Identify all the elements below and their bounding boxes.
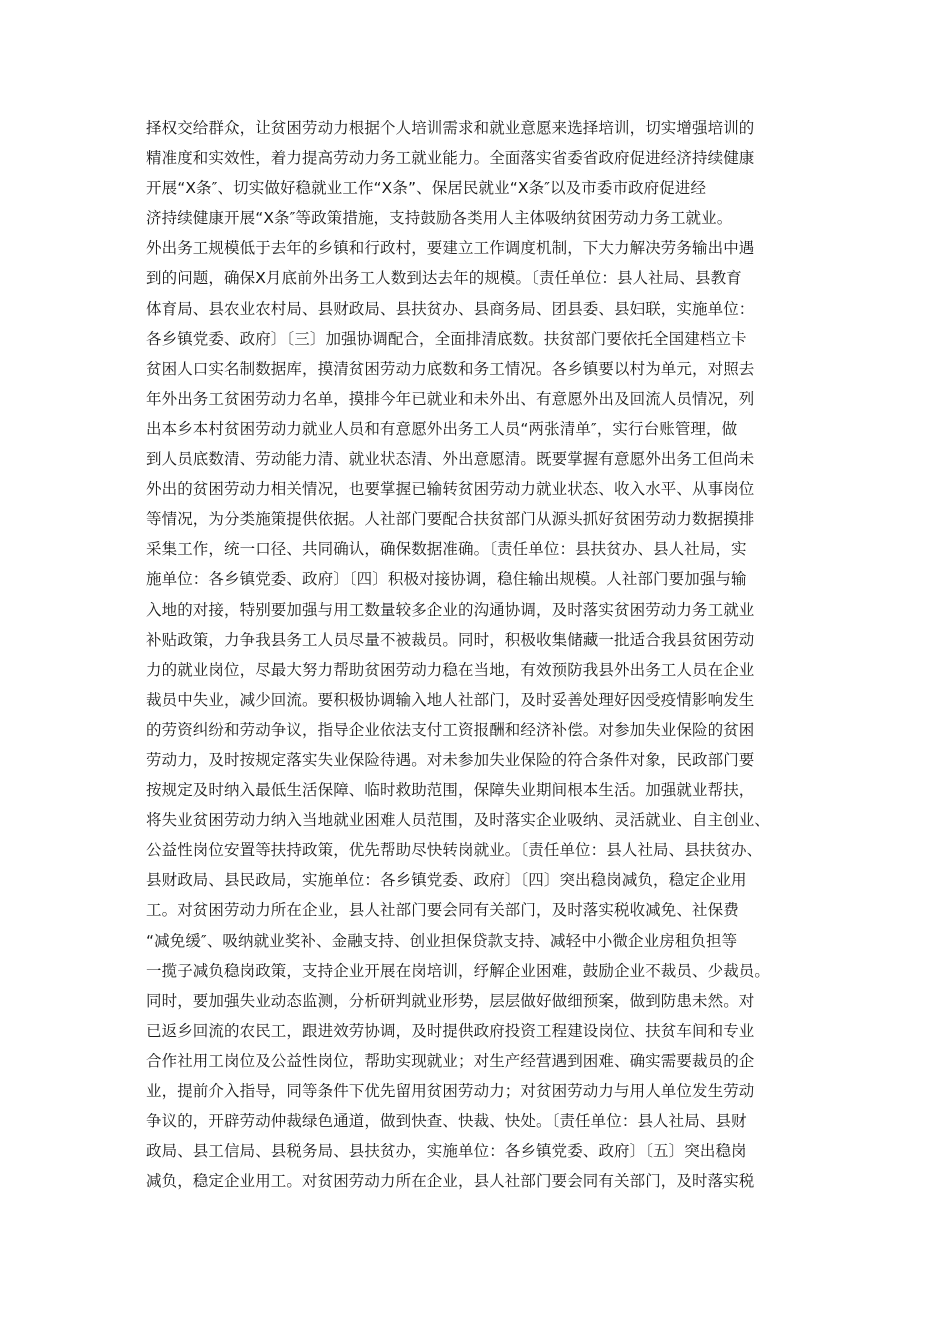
text-line: 一揽子减负稳岗政策，支持企业开展在岗培训，纾解企业困难，鼓励企业不裁员、少裁员。 [146, 961, 771, 980]
text-line: 争议的，开辟劳动仲裁绿色通道，做到快查、快裁、快处。〔责任单位：县人社局、县财 [146, 1112, 747, 1131]
text-line: 体育局、县农业农村局、县财政局、县扶贫办、县商务局、团县委、县妇联，实施单位： [146, 299, 755, 318]
text-line: 择权交给群众，让贫困劳动力根据个人培训需求和就业意愿来选择培训，切实增强培训的 [146, 119, 755, 137]
text-line: 的劳资纠纷和劳动争议，指导企业依法支付工资报酬和经济补偿。对参加失业保险的贫困 [146, 720, 755, 739]
text-line: 合作社用工岗位及公益性岗位，帮助实现就业；对生产经营遇到困难、确实需要裁员的企 [146, 1051, 755, 1070]
text-line: 工。对贫困劳动力所在企业，县人社部门要会同有关部门，及时落实税收减免、社保费 [146, 901, 739, 920]
text-line: 外出的贫困劳动力相关情况，也要掌握已输转贫困劳动力就业状态、收入水平、从事岗位 [146, 480, 755, 499]
text-line: 减负，稳定企业用工。对贫困劳动力所在企业，县人社部门要会同有关部门，及时落实税 [146, 1172, 755, 1191]
text-line: 精准度和实效性，着力提高劳动力务工就业能力。全面落实省委省政府促进经济持续健康 [146, 149, 755, 168]
text-line: 采集工作，统一口径、共同确认，确保数据准确。〔责任单位：县扶贫办、县人社局，实 [146, 540, 747, 559]
text-line: 施单位：各乡镇党委、政府〕〔四〕积极对接协调，稳住输出规模。人社部门要加强与输 [146, 570, 747, 589]
text-line: 业，提前介入指导，同等条件下优先留用贫困劳动力；对贫困劳动力与用人单位发生劳动 [146, 1082, 755, 1100]
text-line: 同时，要加强失业动态监测，分析研判就业形势，层层做好做细预案，做到防患未然。对 [146, 991, 755, 1010]
body-text [146, 113, 816, 1196]
text-line: “减免缓″、吸纳就业奖补、金融支持、创业担保贷款支持、减轻中小微企业房租负担等 [146, 931, 738, 950]
text-line: 将失业贫困劳动力纳入当地就业困难人员范围，及时落实企业吸纳、灵活就业、自主创业、 [146, 811, 771, 830]
text-line: 贫困人口实名制数据库，摸清贫困劳动力底数和务工情况。各乡镇要以村为单元，对照去 [146, 359, 755, 378]
text-line: 补贴政策，力争我县务工人员尽量不被裁员。同时，积极收集储藏一批适合我县贫困劳动 [146, 630, 755, 649]
text-line: 入地的对接，特别要加强与用工数量较多企业的沟通协调，及时落实贫困劳动力务工就业 [146, 600, 755, 619]
text-line: 劳动力，及时按规定落实失业保险待遇。对未参加失业保险的符合条件对象，民政部门要 [146, 750, 755, 769]
text-line: 等情况，为分类施策提供依据。人社部门要配合扶贫部门从源头抓好贫困劳动力数据摸排 [146, 510, 755, 529]
text-line: 力的就业岗位，尽最大努力帮助贫困劳动力稳在当地，有效预防我县外出务工人员在企业 [146, 660, 755, 679]
text-line: 公益性岗位安置等扶持政策，优先帮助尽快转岗就业。〔责任单位：县人社局、县扶贫办、 [146, 841, 763, 860]
text-line: 到的问题，确保X月底前外出务工人数到达去年的规模。〔责任单位：县人社局、县教育 [146, 269, 742, 288]
text-line: 济持续健康开展“X条″等政策措施，支持鼓励各类用人主体吸纳贫困劳动力务工就业。 [146, 209, 733, 228]
text-line: 到人员底数清、劳动能力清、就业状态清、外出意愿清。既要掌握有意愿外出务工但尚未 [146, 450, 755, 469]
text-line: 县财政局、县民政局，实施单位：各乡镇党委、政府〕〔四〕突出稳岗减负，稳定企业用 [146, 871, 747, 890]
text-line: 政局、县工信局、县税务局、县扶贫办，实施单位：各乡镇党委、政府〕〔五〕突出稳岗 [146, 1142, 747, 1161]
text-line: 按规定及时纳入最低生活保障、临时救助范围，保障失业期间根本生活。加强就业帮扶， [146, 781, 755, 800]
text-line: 开展“X条″、切实做好稳就业工作“X条”、保居民就业“X条″以及市委市政府促进经 [146, 179, 707, 198]
text-line: 裁员中失业，减少回流。要积极协调输入地人社部门，及时妥善处理好因受疫情影响发生 [146, 690, 755, 709]
text-line: 年外出务工贫困劳动力名单，摸排今年已就业和未外出、有意愿外出及回流人员情况，列 [146, 389, 755, 408]
text-line: 各乡镇党委、政府〕〔三〕加强协调配合，全面排清底数。扶贫部门要依托全国建档立卡 [146, 329, 747, 348]
text-line: 已返乡回流的农民工，跟进效劳协调，及时提供政府投资工程建设岗位、扶贫车间和专业 [146, 1021, 755, 1040]
text-line: 外出务工规模低于去年的乡镇和行政村，要建立工作调度机制，下大力解决劳务输出中遇 [146, 239, 755, 258]
text-line: 出本乡本村贫困劳动力就业人员和有意愿外出务工人员“两张清单″，实行台账管理，做 [146, 419, 738, 438]
